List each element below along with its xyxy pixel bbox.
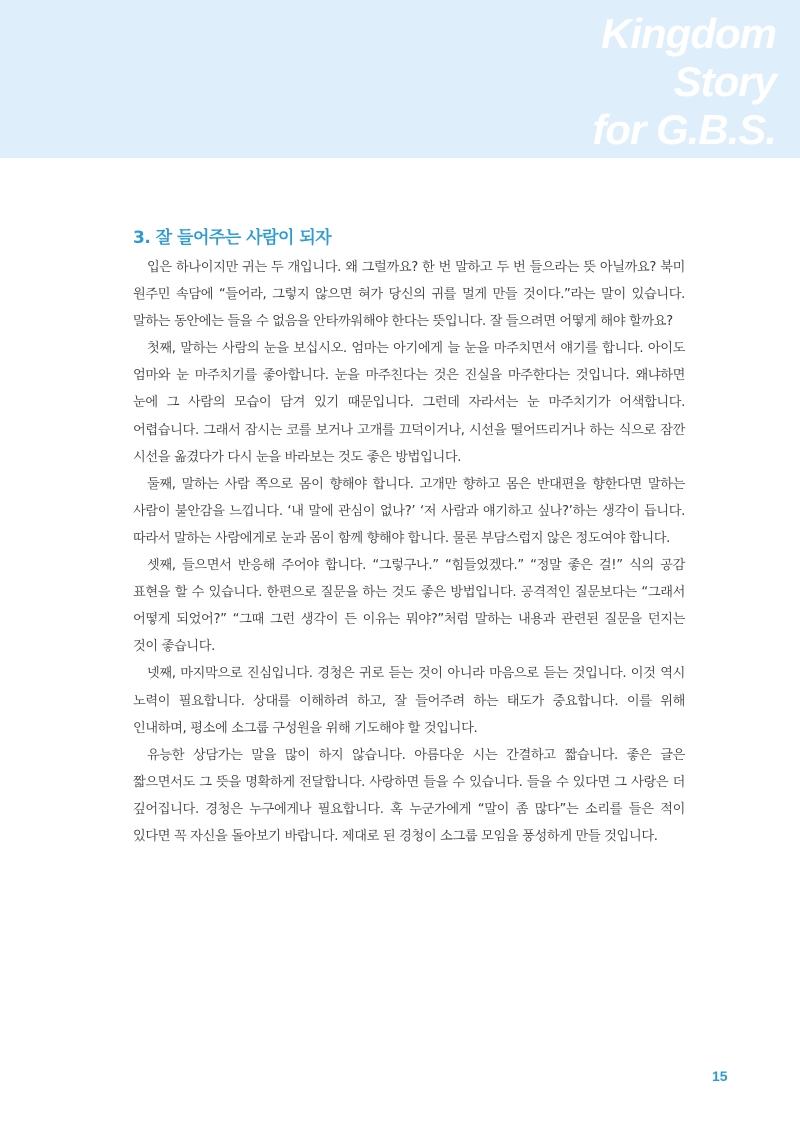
brand-title	[592, 10, 776, 154]
section-title: 3. 잘 들어주는 사람이 되자	[133, 228, 332, 248]
paragraph-conclusion: 유능한 상담가는 말을 많이 하지 않습니다. 아름다운 시는 간결하고 짧습니다. 좋은 글은 짧으면서도 그 뜻을 명확하게 전달합니다. 사랑하면 들을 수 있습니다. 들을 수 있다면 그 사랑은 더 깊어집니다. 경청은 누구에게나 필요합니다. 혹 누군가에게 “말이 좀 많다”는 소리를 들은 적이 있다면 꼭 자신을 돌아보기 바랍니다. 제대로 된 경청이 소그룹 모임을 풍성하게 만들 것입니다.	[133, 747, 685, 844]
brand-line-gbs: for G.B.S.	[592, 106, 776, 153]
paragraph-fourth: 넷째, 마지막으로 진심입니다. 경청은 귀로 듣는 것이 아니라 마음으로 듣는 것입니다. 이것 역시 노력이 필요합니다. 상대를 이해하려 하고, 잘 들어주려 하는 태도가 중요합니다. 이를 위해 인내하며, 평소에 소그룹 구성원을 위해 기도해야 할 것입니다.	[133, 666, 685, 736]
paragraph-first: 첫째, 말하는 사람의 눈을 보십시오. 엄마는 아기에게 늘 눈을 마주치면서 얘기를 합니다. 아이도 엄마와 눈 마주치기를 좋아합니다. 눈을 마주친다는 것은 진실을 마주한다는 것입니다. 왜냐하면 눈에 그 사람의 모습이 담겨 있기 때문입니다. 그런데 자라서는 눈 마주치기가 어색합니다. 어렵습니다. 그래서 잠시는 코를 보거나 고개를 끄덕이거나, 시선을 떨어뜨리거나 하는 식으로 잠깐 시선을 옮겼다가 다시 눈을 바라보는 것도 좋은 방법입니다.	[133, 341, 685, 465]
brand-line-kingdom: Kingdom	[601, 10, 776, 57]
article-body	[133, 226, 685, 850]
brand-line-story: Story	[673, 58, 776, 105]
paragraph-third: 셋째, 들으면서 반응해 주어야 합니다. “그렇구나.” “힘들었겠다.” “정말 좋은 걸!” 식의 공감 표현을 할 수 있습니다. 한편으로 질문을 하는 것도 좋은 방법입니다. 공격적인 질문보다는 “그래서 어떻게 되었어?” “그때 그런 생각이 든 이유는 뭐야?”처럼 말하는 내용과 관련된 질문을 던지는 것이 좋습니다.	[133, 558, 685, 655]
paragraph-second: 둘째, 말하는 사람 쪽으로 몸이 향해야 합니다. 고개만 향하고 몸은 반대편을 향한다면 말하는 사람이 불안감을 느낍니다. ‘내 말에 관심이 없나?’ ‘저 사람과 얘기하고 싶나?’하는 생각이 듭니다. 따라서 말하는 사람에게로 눈과 몸이 함께 향해야 합니다. 물론 부담스럽지 않은 정도여야 합니다.	[133, 476, 685, 546]
paragraph-intro: 입은 하나이지만 귀는 두 개입니다. 왜 그럴까요? 한 번 말하고 두 번 들으라는 뜻 아닐까요? 북미 원주민 속담에 “들어라, 그렇지 않으면 혀가 당신의 귀를 멀게 만들 것이다.”라는 말이 있습니다. 말하는 동안에는 들을 수 없음을 안타까워해야 한다는 뜻입니다. 잘 들으려면 어떻게 해야 할까요?	[133, 260, 685, 330]
header-band	[0, 0, 800, 158]
page-number: 15	[712, 1068, 728, 1084]
